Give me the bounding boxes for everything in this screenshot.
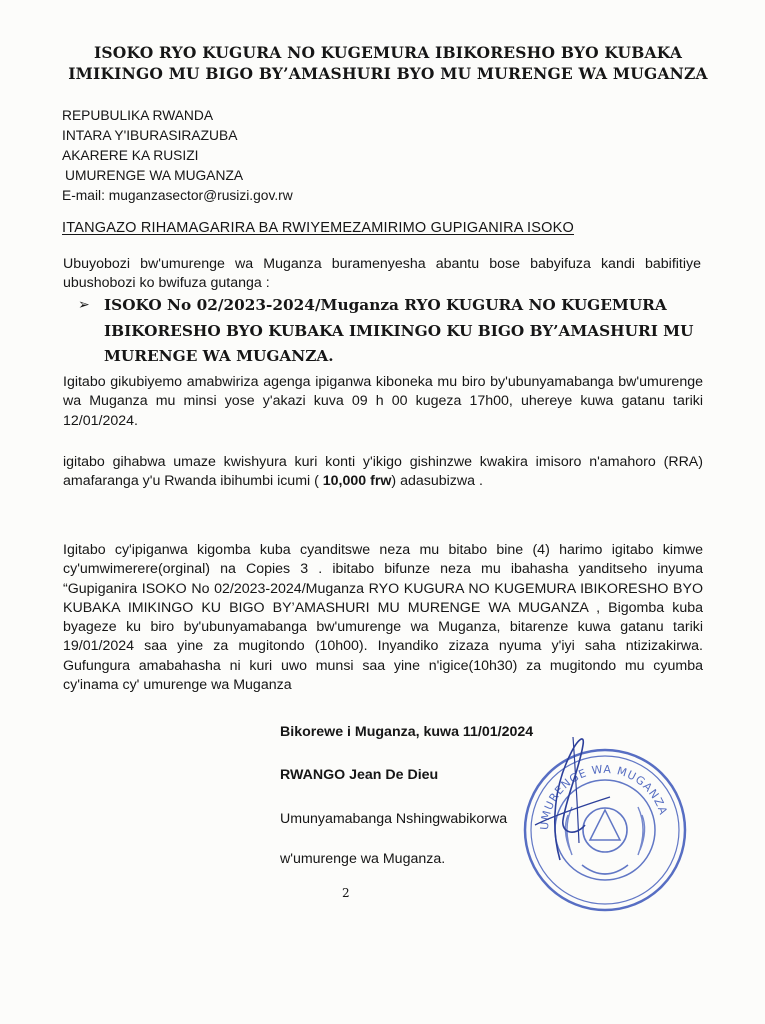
document-title [68, 42, 708, 84]
availability-paragraph: Igitabo gikubiyemo amabwiriza agenga ipiganwa kiboneka mu biro by'ubunyamabanga bw'umurenge wa Muganza mu minsi yose y'akazi kuva 09 h 00 kugeza 17h00, uhereye kuwa gatanu tariki 12/01/2024. [63, 374, 703, 429]
intro-paragraph: Ubuyobozi bw'umurenge wa Muganza buramenyesha abantu bose babyifuza kandi babifitiye ubushobozi ko bwifuza gutanga : [63, 256, 701, 292]
address-province: INTARA Y'IBURASIRAZUBA [62, 128, 238, 143]
signatory-name: RWANGO Jean De Dieu [280, 767, 439, 783]
notice-heading: ITANGAZO RIHAMAGARIRA BA RWIYEMEZAMIRIMO GUPIGANIRA ISOKO [62, 220, 574, 236]
address-block [62, 106, 293, 206]
payment-amount: 10,000 frw [322, 473, 392, 490]
handwritten-signature-icon [515, 725, 625, 865]
payment-text-after: ) adasubizwa . [391, 473, 483, 490]
address-sector: UMURENGE WA MUGANZA [65, 168, 244, 183]
address-country: REPUBULIKA RWANDA [62, 108, 214, 123]
tender-bullet [78, 293, 718, 370]
place-date: Bikorewe i Muganza, kuwa 11/01/2024 [280, 724, 534, 740]
arrow-bullet-icon: ➢ [78, 297, 90, 313]
payment-text-before: igitabo gihabwa umaze kwishyura kuri konti y'ikigo gishinzwe kwakira imisoro n'amahoro (RRA) amafaranga y'u Rwanda ibihumbi icumi ( [63, 454, 703, 490]
title-line-1: ISOKO RYO KUGURA NO KUGEMURA IBIKORESHO BYO KUBAKA [93, 43, 683, 62]
title-line-2: IMIKINGO MU BIGO BY’AMASHURI BYO MU MURENGE WA MUGANZA [68, 64, 708, 83]
page-number: 2 [342, 886, 350, 900]
signatory-role-line-2: w'umurenge wa Muganza. [280, 851, 446, 867]
tender-title: ISOKO No 02/2023-2024/Muganza RYO KUGURA NO KUGEMURA IBIKORESHO BYO KUBAKA IMIKINGO KU BIGO BY’AMASHURI MU MURENGE WA MUGANZA. [104, 296, 694, 365]
submission-paragraph: Igitabo cy'ipiganwa kigomba kuba cyanditswe neza mu bitabo bine (4) harimo igitabo kimwe cy'umwimerere(orginal) na Copies 3 . ibitabo bifunze neza mu ibahasha yanditseho inyuma “Gupiganira ISOKO No 02/2023-2024/Muganza RYO KUGURA NO KUGEMURA IBIKORESHO BYO KUBAKA IMIKINGO KU BIGO BY’AMASHURI MU MURENGE WA MUGANZA , Bigomba kuba byageze ku biro by'ubunyamabanga bw'umurenge wa Muganza, bitarenze kuwa gatanu tariki 19/01/2024 saa yine za mugitondo (10h00). Inyandiko zizaza nyuma y'iyi saha ntizizakirwa. Gufungura amabahasha ni kuri uwo munsi saa yine n'igice(10h30) za mugitondo mu cyumba cy'inama cy' umurenge wa Muganza [63, 542, 703, 694]
email-label: E-mail: [62, 188, 109, 203]
payment-paragraph [63, 453, 703, 492]
address-email-line [62, 186, 293, 206]
email-address: muganzasector@rusizi.gov.rw [108, 188, 293, 203]
stamp-text: UMURENGE WA MUGANZA [537, 762, 670, 831]
address-district: AKARERE KA RUSIZI [62, 148, 199, 163]
signatory-role: Umunyamabanga Nshingwabikorwa [280, 811, 508, 827]
